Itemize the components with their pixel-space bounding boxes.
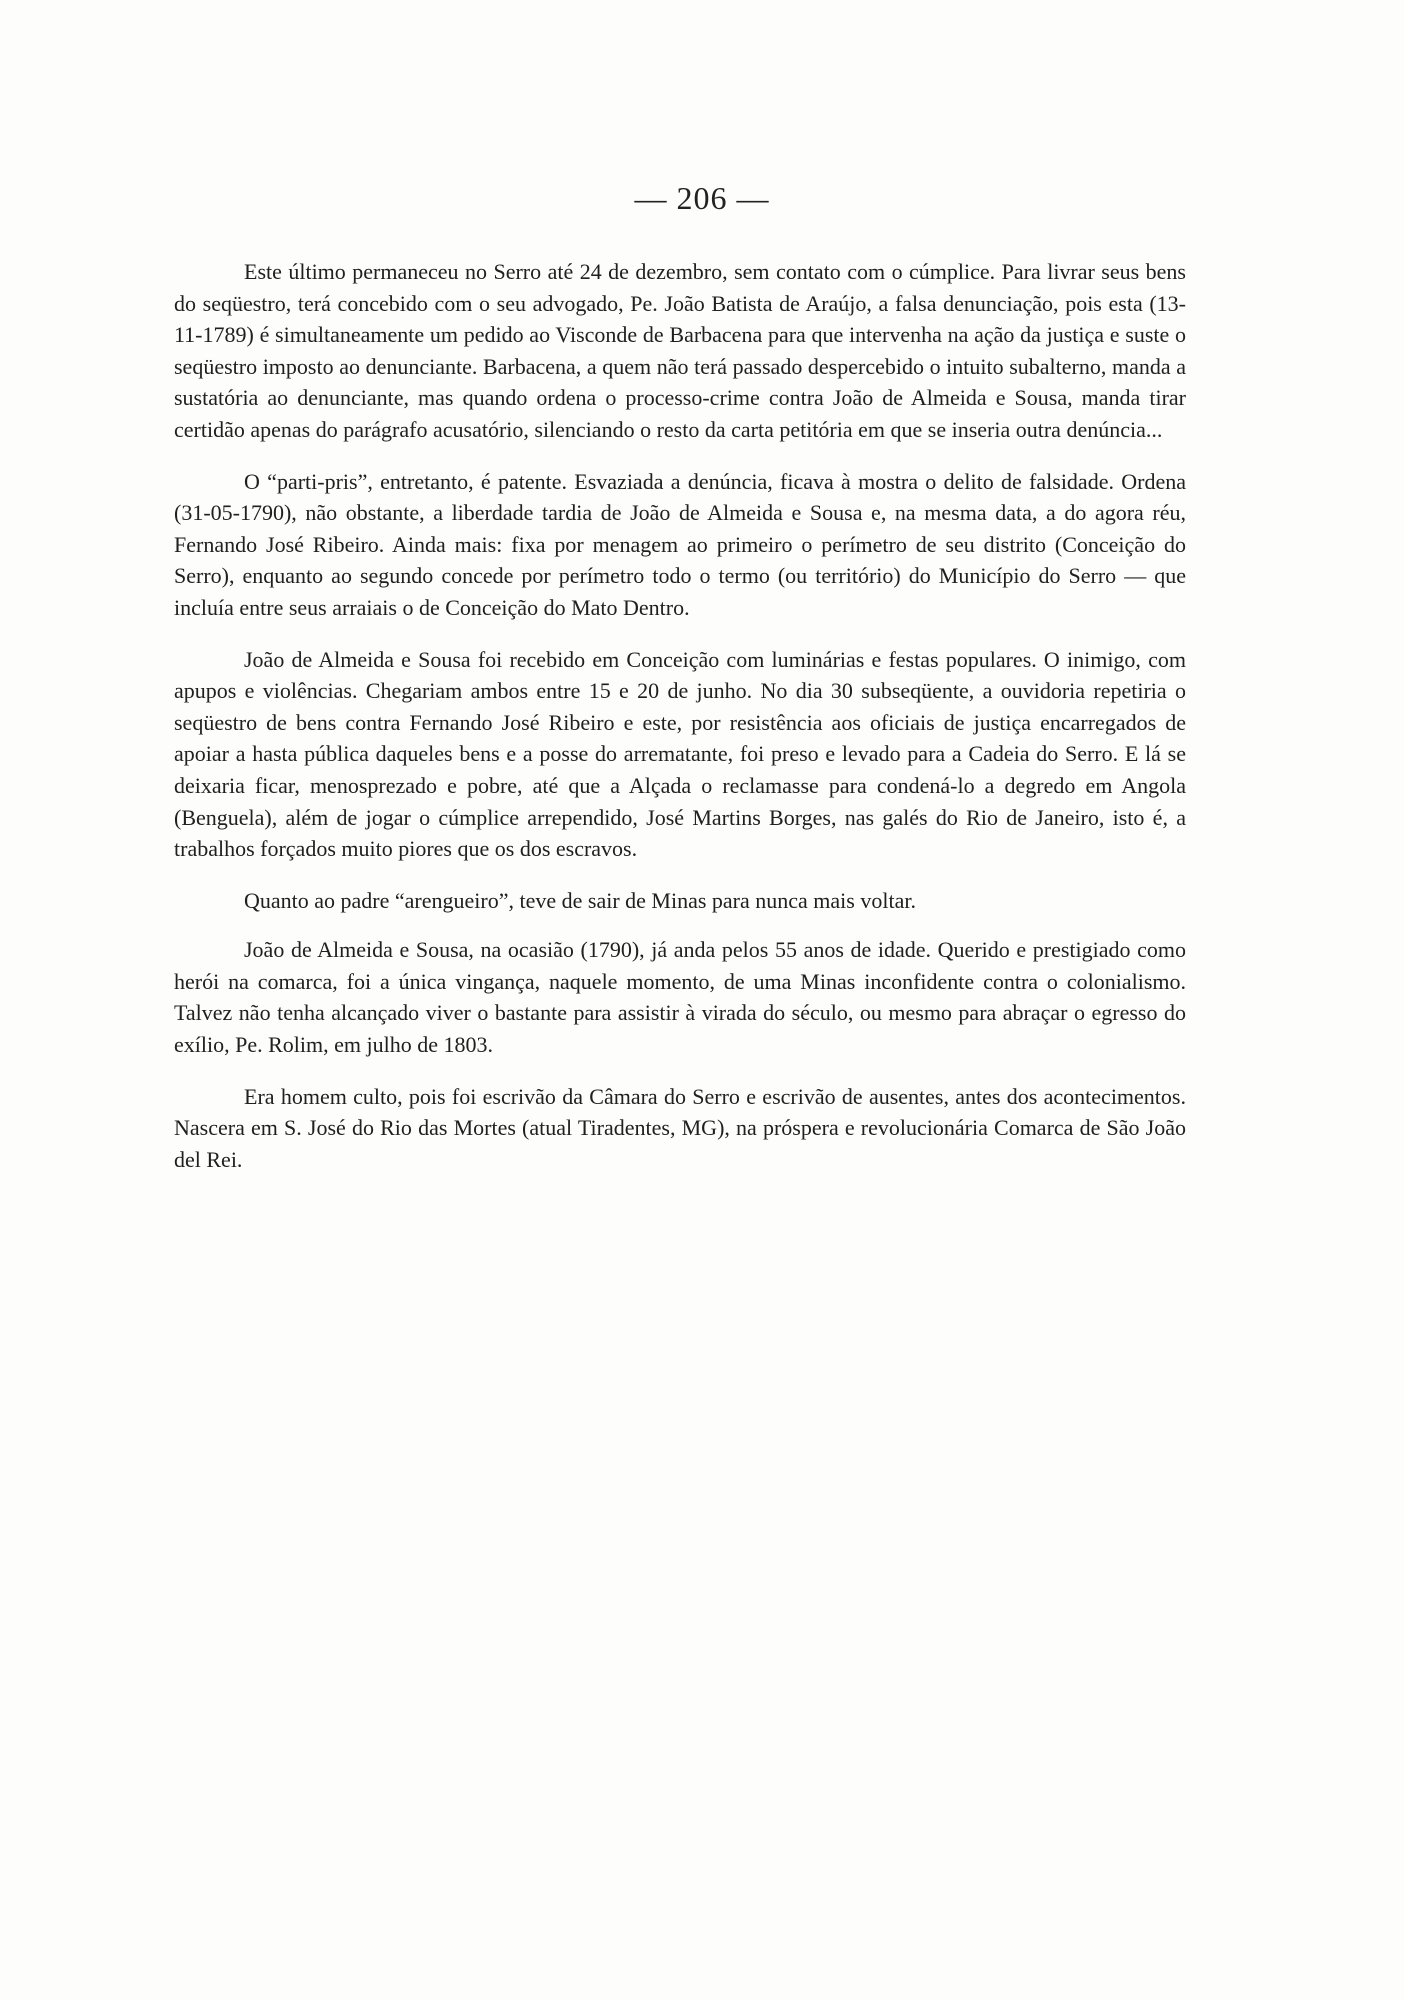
paragraph-2: O “parti-pris”, entretanto, é patente. Esvaziada a denúncia, ficava à mostra o delito de falsidade. Ordena (31-05-1790), não obstante, a liberdade tardia de João de Almeida e Sousa e, na mesma data, a do agora réu, Fernando José Ribeiro. Ainda mais: fixa por menagem ao primeiro o perímetro de seu distrito (Conceição do Serro), enquanto ao segundo concede por perímetro todo o termo (ou território) do Município do Serro — que incluía entre seus arraiais o de Conceição do Mato Dentro. xyxy=(174,468,1186,620)
paragraph-3: João de Almeida e Sousa foi recebido em Conceição com luminárias e festas populares. O inimigo, com apupos e violências. Chegariam ambos entre 15 e 20 de junho. No dia 30 subseqüente, a ouvidoria repetiria o seqüestro de bens contra Fernando José Ribeiro e este, por resistência aos oficiais de justiça encarregados de apoiar a hasta pública daqueles bens e a posse do arrematante, foi preso e levado para a Cadeia do Serro. E lá se deixaria ficar, menosprezado e pobre, até que a Alçada o reclamasse para condená-lo a degredo em Angola (Benguela), além de jogar o cúmplice arrependido, José Martins Borges, nas galés do Rio de Janeiro, isto é, a trabalhos forçados muito piores que os dos escravos. xyxy=(174,646,1186,862)
paragraph-5: João de Almeida e Sousa, na ocasião (1790), já anda pelos 55 anos de idade. Querido e prestigiado como herói na comarca, foi a única vingança, naquele momento, de uma Minas inconfidente contra o colonialismo. Talvez não tenha alcançado viver o bastante para assistir à virada do século, ou mesmo para abraçar o egresso do exílio, Pe. Rolim, em julho de 1803. xyxy=(174,937,1186,1058)
page-number: — 206 — xyxy=(634,180,770,216)
paragraph-6: Era homem culto, pois foi escrivão da Câmara do Serro e escrivão de ausentes, antes dos acontecimentos. Nascera em S. José do Rio das Mortes (atual Tiradentes, MG), na próspera e revolucionária Comarca de São João del Rei. xyxy=(174,1083,1186,1172)
paragraph-1: Este último permaneceu no Serro até 24 de dezembro, sem contato com o cúmplice. Para livrar seus bens do seqüestro, terá concebido com o seu advogado, Pe. João Batista de Araújo, a falsa denunciação, pois esta (13-11-1789) é simultaneamente um pedido ao Visconde de Barbacena para que intervenha na ação da justiça e suste o seqüestro imposto ao denunciante. Barbacena, a quem não terá passado despercebido o intuito subalterno, manda a sustatória ao denunciante, mas quando ordena o processo-crime contra João de Almeida e Sousa, manda tirar certidão apenas do parágrafo acusatório, silenciando o resto da carta petitória em que se inseria outra denúncia... xyxy=(174,259,1186,442)
body-text xyxy=(174,256,1186,1195)
paragraph-4: Quanto ao padre “arengueiro”, teve de sair de Minas para nunca mais voltar. xyxy=(244,887,916,913)
